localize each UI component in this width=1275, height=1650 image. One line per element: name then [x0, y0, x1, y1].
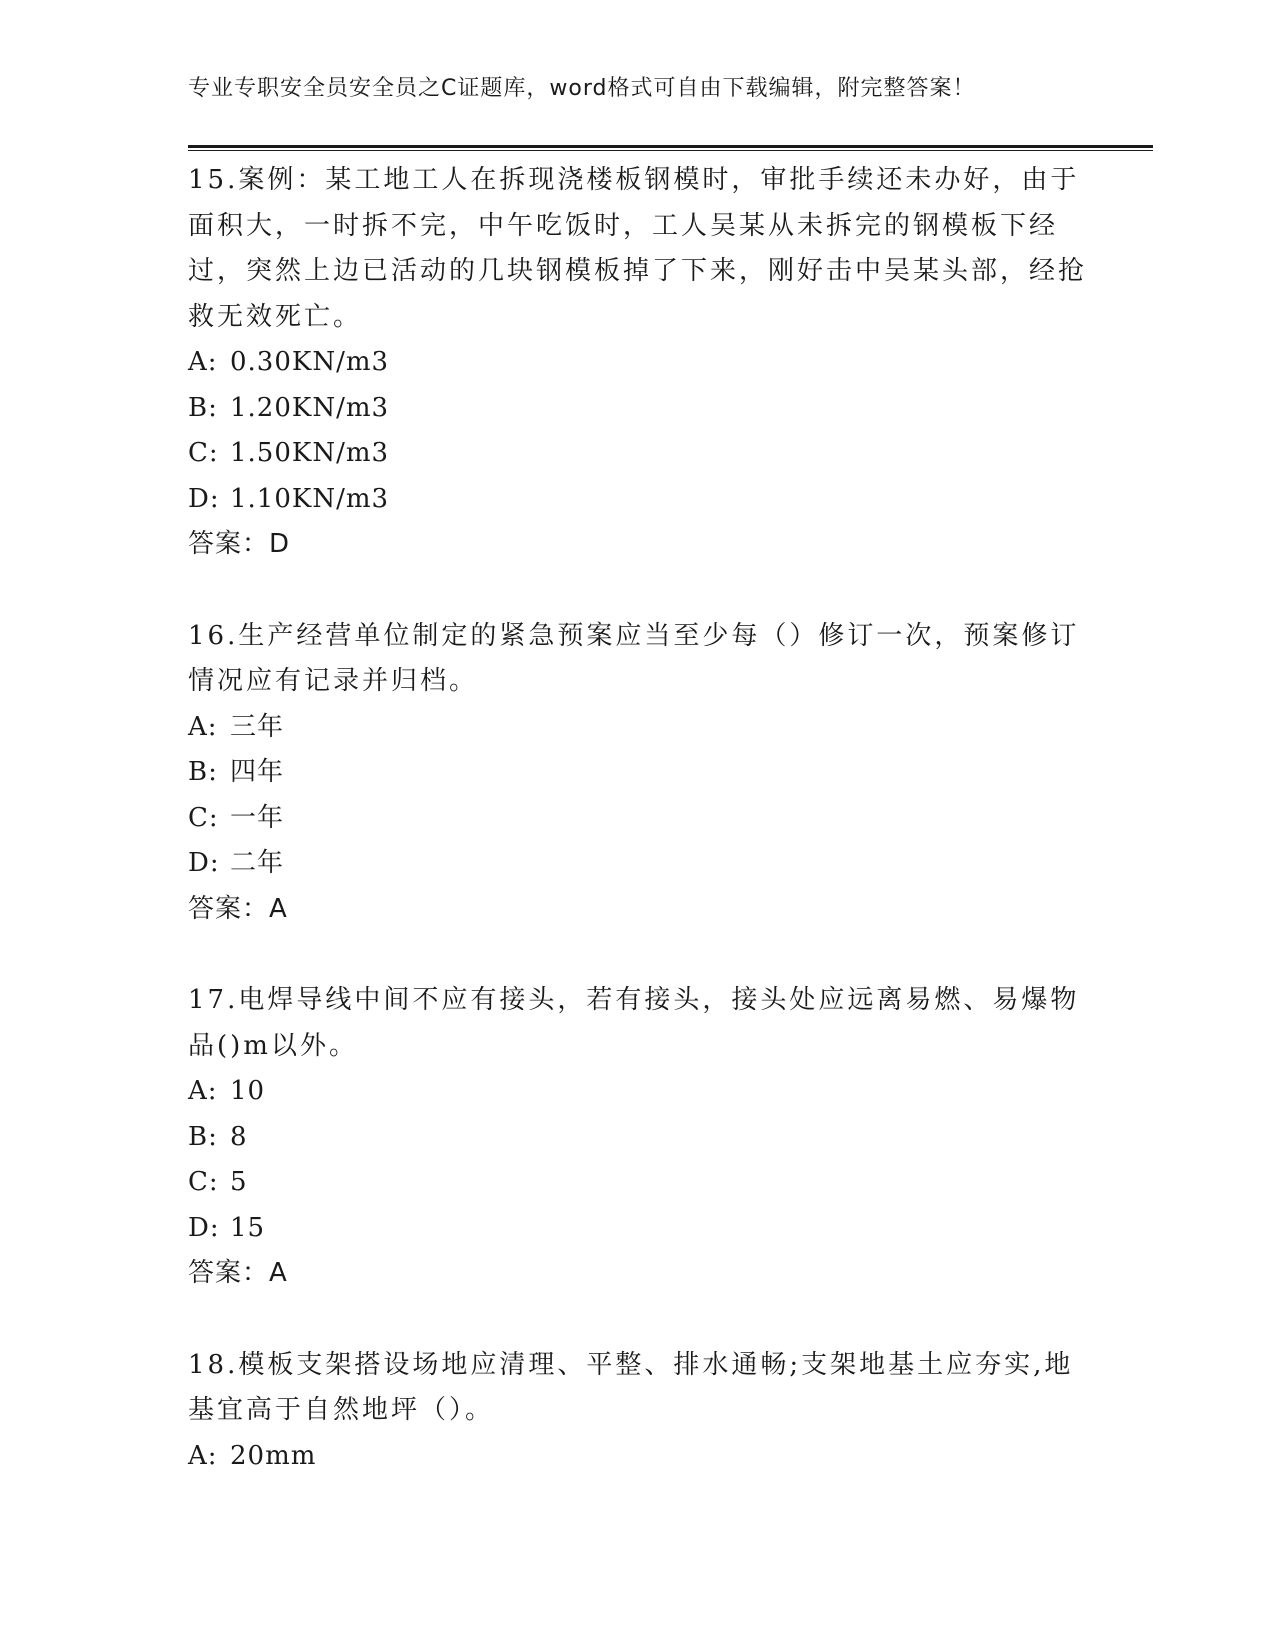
option-a: [188, 340, 1088, 386]
option-text: 5: [230, 1167, 248, 1197]
question-15: [188, 158, 1088, 568]
option-text: 1.50KN/m3: [230, 438, 390, 468]
option-a: [188, 705, 1088, 751]
option-letter: C:: [188, 1167, 219, 1197]
option-letter: A:: [188, 1076, 218, 1106]
answer-line: 答案：A: [188, 893, 288, 924]
option-letter: C:: [188, 438, 219, 468]
question-text: 17.电焊导线中间不应有接头，若有接头，接头处应远离易燃、易爆物品()m以外。: [188, 985, 1080, 1061]
question-text: 18.模板支架搭设场地应清理、平整、排水通畅;支架地基土应夯实,地基宜高于自然地坪（）。: [188, 1349, 1074, 1425]
option-letter: D:: [188, 1212, 220, 1243]
option-text: 15: [230, 1212, 266, 1243]
option-d: [188, 841, 1088, 887]
header-divider-thin-line: [188, 150, 1153, 151]
header-divider-thick-line: [188, 145, 1153, 148]
option-c: [188, 796, 1088, 842]
option-letter: B:: [188, 757, 218, 787]
option-letter: D:: [188, 848, 220, 878]
option-b: [188, 386, 1088, 432]
question-18: [188, 1343, 1088, 1480]
option-letter: A:: [188, 347, 218, 377]
question-list: [188, 158, 1088, 1525]
option-text: 三年: [230, 711, 285, 742]
option-text: 二年: [230, 848, 285, 878]
option-letter: B:: [188, 1121, 218, 1152]
option-text: 0.30KN/m3: [230, 347, 390, 377]
option-a: [188, 1434, 1088, 1480]
option-text: 四年: [230, 757, 285, 787]
option-text: 1.20KN/m3: [230, 392, 390, 423]
question-text: 16.生产经营单位制定的紧急预案应当至少每（）修订一次，预案修订情况应有记录并归档。: [188, 620, 1080, 696]
question-text: 15.案例：某工地工人在拆现浇楼板钢模时，审批手续还未办好，由于面积大，一时拆不完，中午吃饭时，工人吴某从未拆完的钢模板下经过，突然上边已活动的几块钢模板掉了下来，刚好击中吴某头部，经抢救无效死亡。: [188, 165, 1088, 332]
option-text: 8: [230, 1121, 248, 1152]
option-text: 20mm: [230, 1440, 317, 1471]
option-letter: C:: [188, 802, 219, 833]
option-letter: D:: [188, 483, 220, 514]
option-b: [188, 1115, 1088, 1161]
option-letter: A:: [188, 1440, 218, 1471]
option-text: 1.10KN/m3: [230, 483, 390, 514]
header-divider: [188, 145, 1153, 152]
answer-line: 答案：A: [188, 1258, 288, 1288]
option-d: [188, 1206, 1088, 1252]
option-text: 一年: [230, 802, 285, 833]
option-c: [188, 1160, 1088, 1206]
option-d: [188, 477, 1088, 523]
option-a: [188, 1069, 1088, 1115]
question-16: [188, 614, 1088, 933]
answer-line: 答案：D: [188, 529, 291, 559]
page-header: 专业专职安全员安全员之C证题库，word格式可自由下载编辑，附完整答案！: [188, 76, 976, 101]
option-letter: B:: [188, 392, 218, 423]
option-letter: A:: [188, 711, 218, 742]
option-b: [188, 750, 1088, 796]
option-text: 10: [230, 1076, 266, 1106]
option-c: [188, 431, 1088, 477]
question-17: [188, 978, 1088, 1297]
